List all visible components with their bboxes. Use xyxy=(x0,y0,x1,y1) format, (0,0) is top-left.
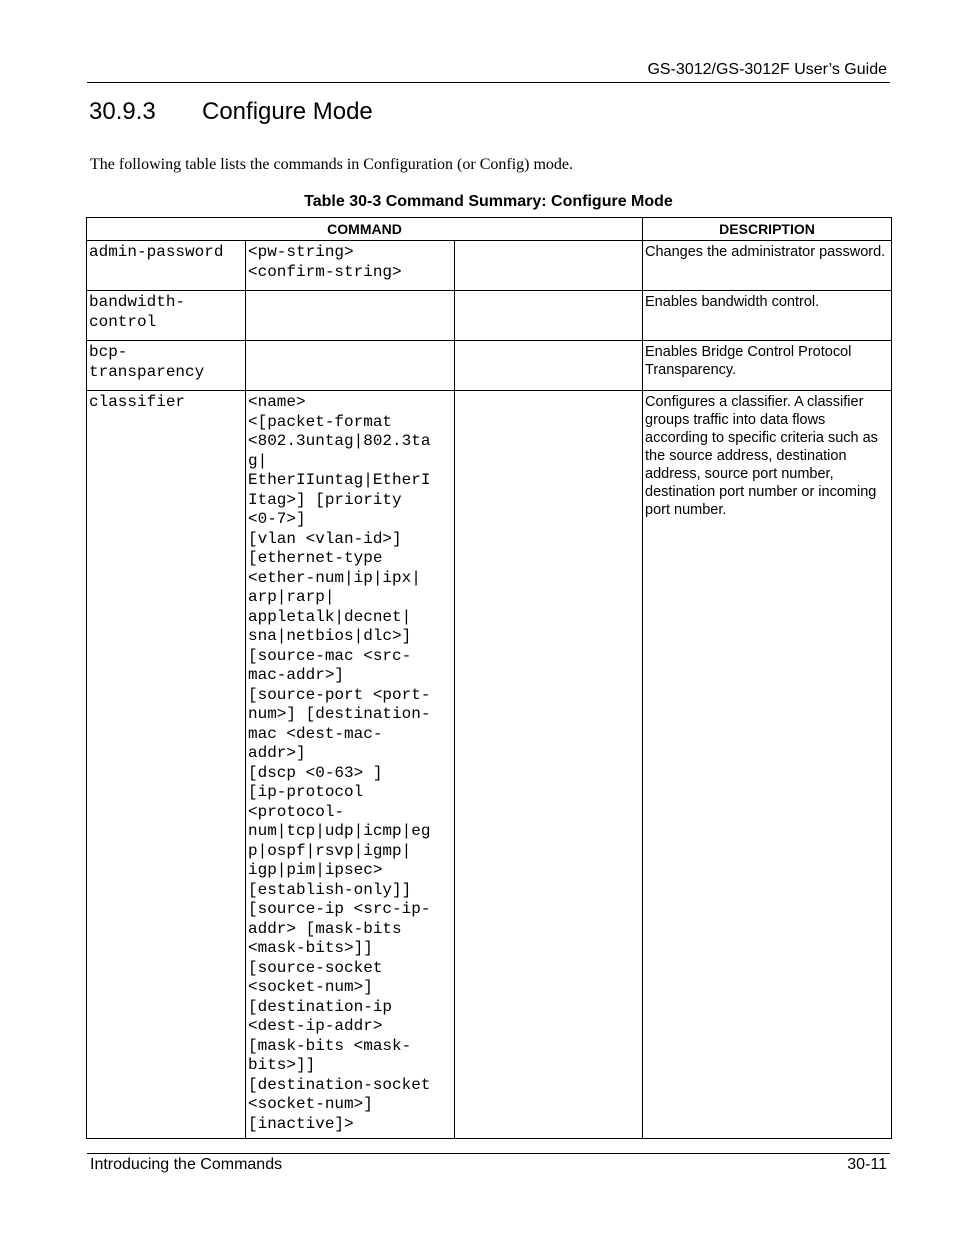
extra-cell xyxy=(455,291,643,341)
command-cell: admin-password xyxy=(87,241,246,291)
table-caption: Table 30-3 Command Summary: Configure Mode xyxy=(304,193,673,210)
table-row xyxy=(87,241,892,291)
argument-cell: <pw-string> <confirm-string> xyxy=(246,241,455,291)
description-cell: Enables Bridge Control Protocol Transparency. xyxy=(643,341,892,391)
command-cell: bcp- transparency xyxy=(87,341,246,391)
argument-cell: <name> <[packet-format <802.3untag|802.3ta g| EtherIIuntag|EtherI Itag>] [priority <0-7>] [vlan <vlan-id>] [ethernet-type <ether-num|ip|ipx| arp|rarp| appletalk|decnet| sna|netbios|dlc>] [source-mac <src- mac-addr>] [source-port <port- num>] [destination- mac <dest-mac- addr>] [dscp <0-63> ] [ip-protocol <protocol- num|tcp|udp|icmp|eg p|ospf|rsvp|igmp| igp|pim|ipsec> [establish-only]] [source-ip <src-ip- addr> [mask-bits <mask-bits>]] [source-socket <socket-num>] [destination-ip <dest-ip-addr> [mask-bits <mask- bits>]] [destination-socket <socket-num>] [inactive]> xyxy=(246,391,455,1139)
table-row xyxy=(87,291,892,341)
description-column-header: DESCRIPTION xyxy=(643,218,892,241)
guide-title: GS-3012/GS-3012F User’s Guide xyxy=(647,61,887,78)
extra-cell xyxy=(455,241,643,291)
extra-cell xyxy=(455,391,643,1139)
argument-cell xyxy=(246,291,455,341)
intro-paragraph: The following table lists the commands in Configuration (or Config) mode. xyxy=(90,156,574,173)
table-header-row xyxy=(87,218,892,241)
table-row xyxy=(87,341,892,391)
description-cell: Configures a classifier. A classifier groups traffic into data flows according to specific criteria such as the source address, destination address, source port number, destination port number or incoming port number. xyxy=(643,391,892,1139)
footer-chapter-title: Introducing the Commands xyxy=(90,1156,283,1173)
description-cell: Enables bandwidth control. xyxy=(643,291,892,341)
table-row xyxy=(87,391,892,1139)
page-header xyxy=(87,58,890,83)
command-summary-table xyxy=(86,217,892,1139)
command-column-header: COMMAND xyxy=(87,218,643,241)
description-cell: Changes the administrator password. xyxy=(643,241,892,291)
argument-cell xyxy=(246,341,455,391)
section-title: Configure Mode xyxy=(202,98,373,125)
extra-cell xyxy=(455,341,643,391)
footer-page-number: 30-11 xyxy=(847,1156,887,1173)
command-cell: classifier xyxy=(87,391,246,1139)
page-footer xyxy=(87,1153,890,1173)
section-number: 30.9.3 xyxy=(89,98,156,125)
section-heading xyxy=(89,98,373,126)
command-cell: bandwidth- control xyxy=(87,291,246,341)
